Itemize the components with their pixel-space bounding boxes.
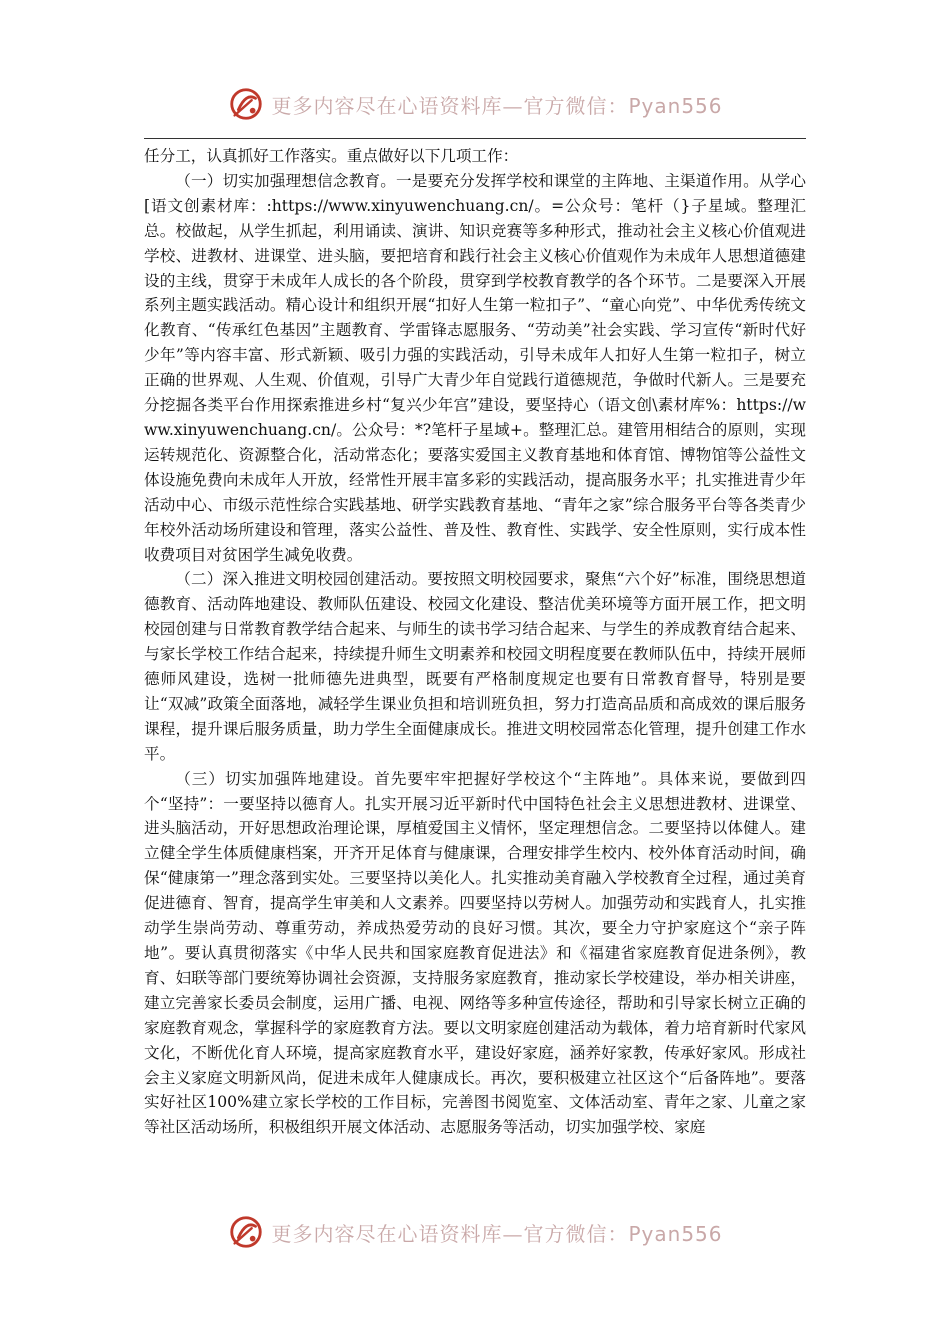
header-banner-text [271,90,722,119]
footer-banner-label: 更多内容尽在心语资料库—官方微信： [271,1221,629,1246]
paragraph-1: 任分工，认真抓好工作落实。重点做好以下几项工作： [144,147,519,165]
paragraph-2: （一）切实加强理想信念教育。一是要充分发挥学校和课堂的主阵地、主渠道作用。从学心[语文创素材库：:https://www.xinyuwenchuang.cn/。=公众号：笔杆（}子星域。整理汇总。校做起，从学生抓起，利用诵读、演讲、知识竞赛等多种形式，推动社会主义核心价值观进学校、进教材、进课堂、进头脑，要把培育和践行社会主义核心价值观作为未成年人思想道德建设的主线，贯穿于未成年人成长的各个阶段，贯穿到学校教育教学的各个环节。二是要深入开展系列主题实践活动。精心设计和组织开展“扣好人生第一粒扣子”、“童心向党”、中华优秀传统文化教育、“传承红色基因”主题教育、学雷锋志愿服务、“劳动美”社会实践、学习宣传“新时代好少年”等内容丰富、形式新颖、吸引力强的实践活动，引导未成年人扣好人生第一粒扣子，树立正确的世界观、人生观、价值观，引导广大青少年自觉践行道德规范，争做时代新人。三是要充分挖掘各类平台作用探索推进乡村“复兴少年宫”建设，要坚持心（语文创\素材库%：https://www.xinyuwenchuang.cn/。公众号：*?笔杆子星域+。整理汇总。建管用相结合的原则，实现运转规范化、资源整合化，活动常态化；要落实爱国主义教育基地和体育馆、博物馆等公益性文体设施免费向未成年人开放，经常性开展丰富多彩的实践活动，提高服务水平；扎实推进青少年活动中心、市级示范性综合实践基地、研学实践教育基地、“青年之家”综合服务平台等各类青少年校外活动场所建设和管理，落实公益性、普及性、教育性、实践学、安全性原则，实行成本性收费项目对贫困学生减免收费。 [144,171,806,564]
header-wechat-id: Pyan556 [628,93,723,118]
paragraph-4: （三）切实加强阵地建设。首先要牢牢把握好学校这个“主阵地”。具体来说，要做到四个“坚持”：一要坚持以德育人。扎实开展习近平新时代中国特色社会主义思想进教材、进课堂、进头脑活动，开好思想政治理论课，厚植爱国主义情怀，坚定理想信念。二要坚持以体健人。建立健全学生体质健康档案，开齐开足体育与健康课，合理安排学生校内、校外体育活动时间，确保“健康第一”理念落到实处。三要坚持以美化人。扎实推动美育融入学校教育全过程，通过美育促进德育、智育，提高学生审美和人文素养。四要坚持以劳树人。加强劳动和实践育人，扎实推动学生崇尚劳动、尊重劳动，养成热爱劳动的良好习惯。其次，要全力守护家庭这个“亲子阵地”。要认真贯彻落实《中华人民共和国家庭教育促进法》和《福建省家庭教育促进条例》，教育、妇联等部门要统筹协调社会资源，支持服务家庭教育，推动家长学校建设，举办相关讲座，建立完善家长委员会制度，运用广播、电视、网络等多种宣传途径，帮助和引导家长树立正确的家庭教育观念，掌握科学的家庭教育方法。要以文明家庭创建活动为载体，着力培育新时代家风文化，不断优化育人环境，提高家庭教育水平，建设好家庭，涵养好家教，传承好家风。形成社会主义家庭文明新风尚，促进未成年人健康成长。再次，要积极建立社区这个“后备阵地”。要落实好社区100%建立家长学校的工作目标，完善图书阅览室、文体活动室、青年之家、儿童之家等社区活动场所，积极组织开展文体活动、志愿服务等活动，切实加强学校、家庭 [144,769,806,1137]
header-divider [144,138,806,139]
footer-banner-text [271,1218,722,1247]
logo-icon [227,85,265,123]
header-watermark-banner [0,82,950,126]
footer-wechat-id: Pyan556 [628,1221,723,1246]
footer-watermark-banner [0,1210,950,1254]
paragraph-3: （二）深入推进文明校园创建活动。要按照文明校园要求，聚焦“六个好”标准，围绕思想道德教育、活动阵地建设、教师队伍建设、校园文化建设、整洁优美环境等方面开展工作，把文明校园创建与日常教育教学结合起来、与师生的读书学习结合起来、与学生的养成教育结合起来、与家长学校工作结合起来，持续提升师生文明素养和校园文明程度要在教师队伍中，持续开展师德师风建设，选树一批师德先进典型，既要有严格制度规定也要有日常教育督导，特别是要让“双减”政策全面落地，减轻学生课业负担和培训班负担，努力打造高品质和高成效的课后服务课程，提升课后服务质量，助力学生全面健康成长。推进文明校园常态化管理，提升创建工作水平。 [144,570,806,763]
logo-icon [227,1213,265,1251]
header-banner-label: 更多内容尽在心语资料库—官方微信： [271,93,629,118]
document-body [144,144,806,1194]
